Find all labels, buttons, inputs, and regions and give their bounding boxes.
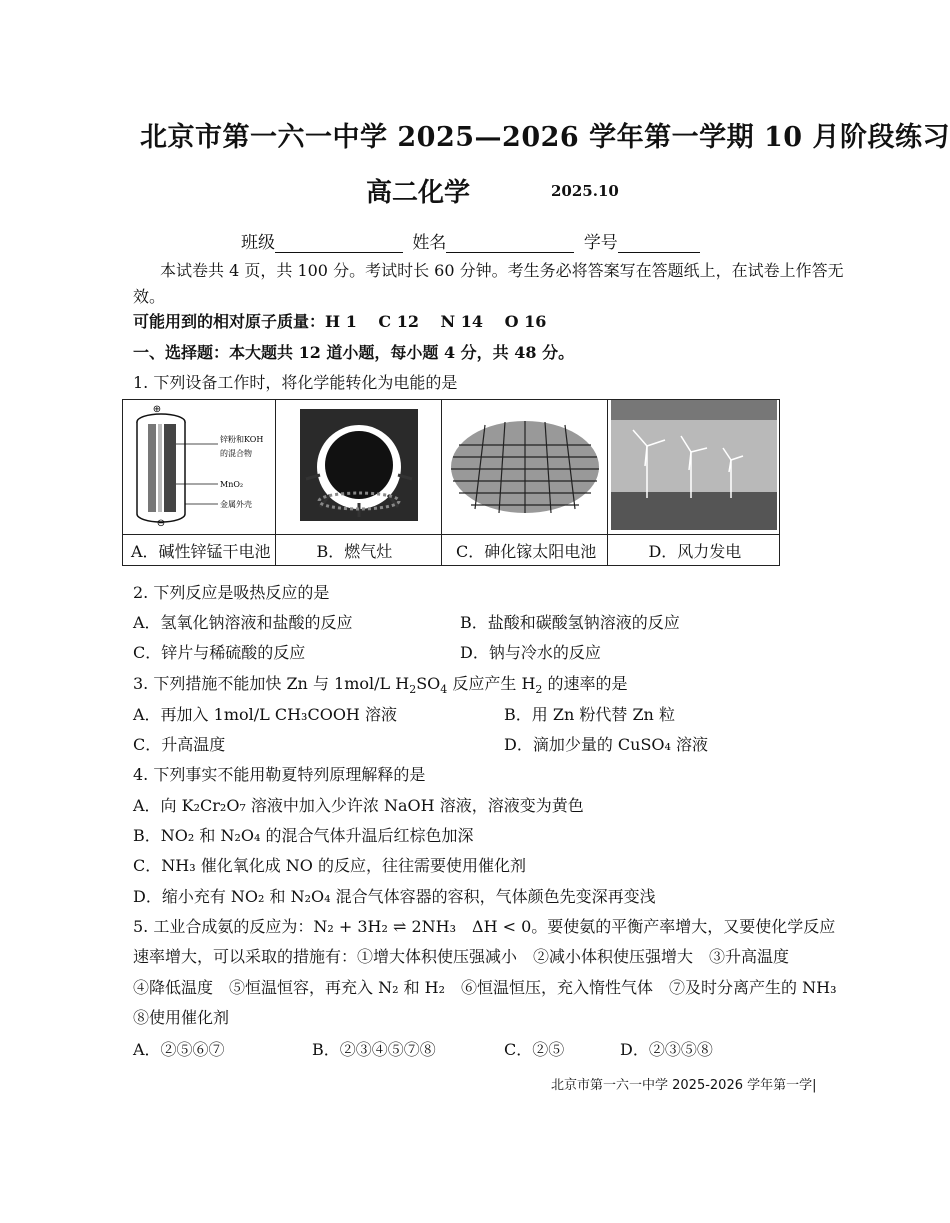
solar-panel-icon bbox=[445, 405, 605, 525]
battery-diagram-icon bbox=[124, 400, 274, 530]
q3-stem-text: 3. 下列措施不能加快 Zn 与 1mol/L H bbox=[133, 674, 410, 693]
solar-panel-figure-cell bbox=[441, 400, 608, 535]
wind-turbine-icon bbox=[611, 400, 777, 530]
q3-stem bbox=[133, 671, 628, 696]
q3-stem-text: SO bbox=[416, 674, 441, 693]
q2-option-d[interactable]: D．钠与冷水的反应 bbox=[460, 643, 601, 662]
class-field[interactable] bbox=[275, 234, 403, 253]
q5-stem-line2: 速率增大，可以采取的措施有：①增大体积使压强减小 ②减小体积使压强增大 ③升高温度 bbox=[133, 947, 790, 966]
instructions-line1: 本试卷共 4 页，共 100 分。考试时长 60 分钟。考生务必将答案写在答题纸上，在试卷上作答无 bbox=[160, 261, 844, 280]
instructions-line2: 效。 bbox=[133, 287, 166, 306]
q2-option-c[interactable]: C．锌片与稀硫酸的反应 bbox=[133, 643, 306, 662]
q1-stem: 1. 下列设备工作时，将化学能转化为电能的是 bbox=[133, 373, 458, 392]
battery-figure-cell bbox=[123, 400, 276, 535]
id-field[interactable] bbox=[618, 234, 700, 253]
q2-option-b[interactable]: B．盐酸和碳酸氢钠溶液的反应 bbox=[460, 613, 680, 632]
q3-stem-sub: 2 bbox=[409, 683, 417, 697]
section1-heading: 一、选择题：本大题共 12 道小题，每小题 4 分，共 48 分。 bbox=[133, 343, 575, 362]
id-label: 学号 bbox=[583, 233, 618, 253]
q5-option-a[interactable]: A．②⑤⑥⑦ bbox=[133, 1040, 225, 1059]
q3-option-c[interactable]: C．升高温度 bbox=[133, 735, 226, 754]
battery-label-4: 金属外壳 bbox=[220, 500, 253, 509]
q3-stem-sub: 4 bbox=[440, 683, 448, 697]
q5-stem-line1: 5. 工业合成氨的反应为：N₂ + 3H₂ ⇌ 2NH₃ ΔH < 0。要使氨的平衡产率增大，又要使化学反应 bbox=[133, 917, 836, 936]
q5-stem-line3: ④降低温度 ⑤恒温恒容，再充入 N₂ 和 H₂ ⑥恒温恒压，充入惰性气体 ⑦及时分离产生的 NH₃ bbox=[133, 978, 837, 997]
q3-option-a[interactable]: A．再加入 1mol/L CH₃COOH 溶液 bbox=[133, 705, 397, 724]
q5-option-b[interactable]: B．②③④⑤⑦⑧ bbox=[312, 1040, 436, 1059]
exam-date: 2025.10 bbox=[551, 182, 619, 200]
battery-label-3: MnO₂ bbox=[220, 480, 244, 489]
gas-stove-icon bbox=[300, 409, 418, 521]
q5-option-d[interactable]: D．②③⑤⑧ bbox=[620, 1040, 713, 1059]
q4-stem: 4. 下列事实不能用勒夏特列原理解释的是 bbox=[133, 765, 426, 784]
svg-text:⊖: ⊖ bbox=[157, 518, 166, 529]
battery-label-1: 锌粉和KOH bbox=[220, 435, 264, 444]
subject-title: 高二化学 bbox=[366, 178, 471, 208]
wind-power-figure-cell bbox=[608, 400, 780, 535]
q4-option-b[interactable]: B．NO₂ 和 N₂O₄ 的混合气体升温后红棕色加深 bbox=[133, 826, 474, 845]
q3-option-d[interactable]: D．滴加少量的 CuSO₄ 溶液 bbox=[504, 735, 709, 754]
student-info-row bbox=[241, 228, 700, 253]
name-label: 姓名 bbox=[412, 233, 447, 253]
q4-option-d[interactable]: D．缩小充有 NO₂ 和 N₂O₄ 混合气体容器的容积，气体颜色先变深再变浅 bbox=[133, 887, 656, 906]
q5-option-c[interactable]: C．②⑤ bbox=[504, 1040, 565, 1059]
q3-stem-sub: 2 bbox=[535, 683, 543, 697]
q2-stem: 2. 下列反应是吸热反应的是 bbox=[133, 583, 330, 602]
q4-option-a[interactable]: A．向 K₂Cr₂O₇ 溶液中加入少许浓 NaOH 溶液，溶液变为黄色 bbox=[133, 796, 584, 815]
atomic-mass-line: 可能用到的相对原子质量：H 1 C 12 N 14 O 16 bbox=[133, 312, 547, 331]
q1-option-b[interactable]: B．燃气灶 bbox=[276, 535, 442, 566]
q1-option-a[interactable]: A．碱性锌锰干电池 bbox=[123, 535, 276, 566]
name-field[interactable] bbox=[446, 234, 574, 253]
q1-figure-table bbox=[122, 399, 780, 566]
class-label: 班级 bbox=[241, 233, 275, 253]
q2-option-a[interactable]: A．氢氧化钠溶液和盐酸的反应 bbox=[133, 613, 353, 632]
exam-title: 北京市第一六一中学 2025—2026 学年第一学期 10 月阶段练习 bbox=[140, 122, 950, 153]
q5-stem-line4: ⑧使用催化剂 bbox=[133, 1008, 230, 1027]
q1-option-c[interactable]: C．砷化镓太阳电池 bbox=[441, 535, 608, 566]
gas-stove-figure-cell bbox=[276, 400, 442, 535]
page-footer: 北京市第一六一中学 2025-2026 学年第一学| bbox=[551, 1078, 817, 1093]
q3-option-b[interactable]: B．用 Zn 粉代替 Zn 粒 bbox=[504, 705, 675, 724]
svg-text:⊕: ⊕ bbox=[153, 404, 162, 415]
q1-option-d[interactable]: D．风力发电 bbox=[608, 535, 780, 566]
q3-stem-text: 反应产生 H bbox=[447, 674, 536, 693]
q4-option-c[interactable]: C．NH₃ 催化氧化成 NO 的反应，往往需要使用催化剂 bbox=[133, 856, 526, 875]
q3-stem-text: 的速率的是 bbox=[542, 674, 628, 693]
battery-label-2: 的混合物 bbox=[220, 449, 253, 458]
